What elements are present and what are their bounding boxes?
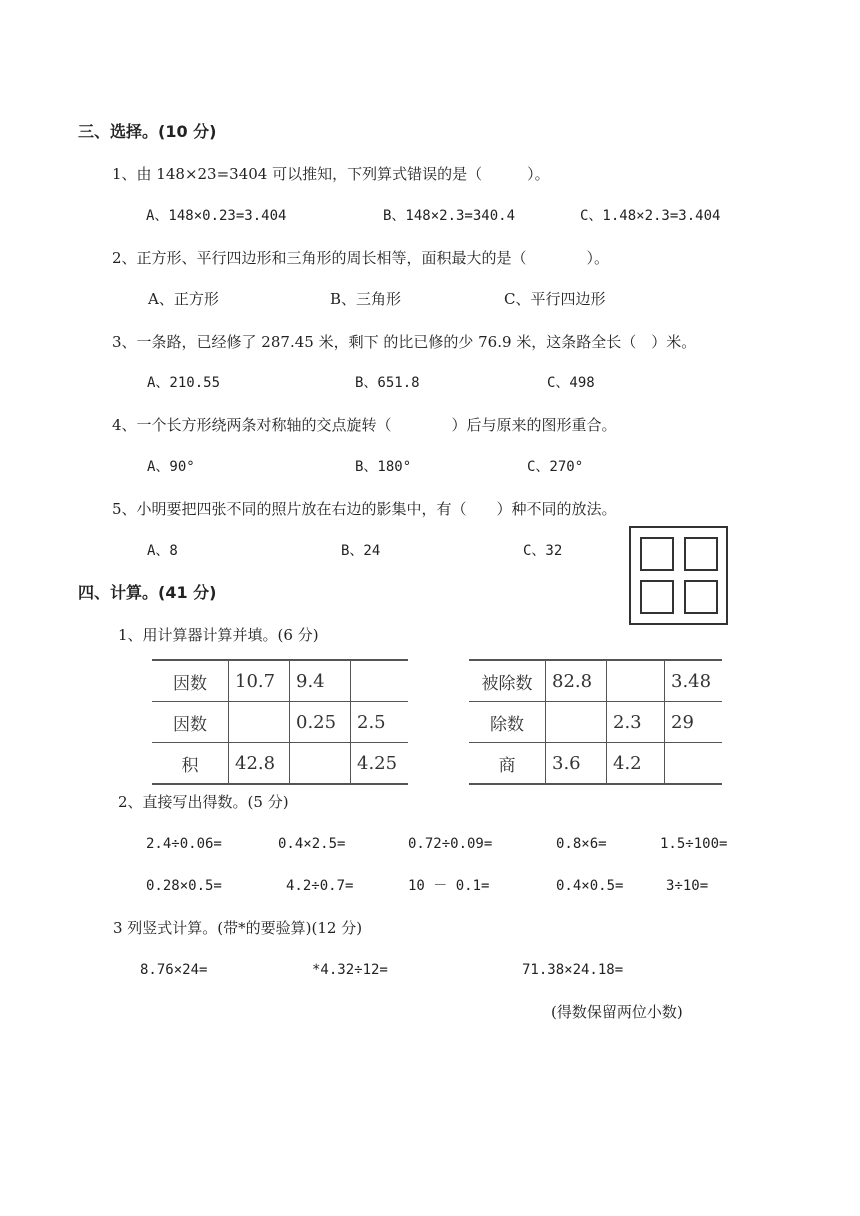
q2-option-c: C、平行四边形 [504, 290, 606, 308]
q1-option-a: A、148×0.23=3.404 [146, 208, 287, 224]
q4-option-c: C、270° [527, 459, 584, 475]
table-cell: 4.2 [607, 743, 665, 785]
table-cell [351, 660, 409, 702]
table-cell: 因数 [152, 660, 229, 702]
q5-option-b: B、24 [341, 543, 381, 559]
mental-math-item: 1.5÷100= [660, 836, 728, 852]
table-cell: 因数 [152, 702, 229, 743]
table-cell: 除数 [469, 702, 546, 743]
album-slot [684, 580, 718, 614]
table-cell: 29 [665, 702, 723, 743]
mental-math-item: 0.8×6= [556, 836, 607, 852]
sub-question-3: 3 列竖式计算。(带*的要验算)(12 分) [113, 919, 363, 937]
q4-option-b: B、180° [355, 459, 412, 475]
mental-math-item: 10 － 0.1= [408, 878, 490, 894]
table-cell: 积 [152, 743, 229, 785]
vertical-calc-item: 8.76×24= [140, 962, 208, 978]
table-cell: 被除数 [469, 660, 546, 702]
question-5: 5、小明要把四张不同的照片放在右边的影集中，有（ ）种不同的放法。 [112, 500, 617, 518]
table-row [152, 660, 408, 702]
table-row [469, 702, 722, 743]
table-row [469, 660, 722, 702]
table-row [152, 702, 408, 743]
table-cell: 3.48 [665, 660, 723, 702]
table-cell [290, 743, 351, 785]
q3-option-c: C、498 [547, 375, 595, 391]
q5-option-a: A、8 [147, 543, 178, 559]
table-cell: 82.8 [546, 660, 607, 702]
q1-option-c: C、1.48×2.3=3.404 [580, 208, 721, 224]
table-cell: 2.3 [607, 702, 665, 743]
vertical-calc-item: 71.38×24.18= [522, 962, 624, 978]
section4-title: 四、计算。(41 分) [78, 583, 217, 602]
table-cell: 9.4 [290, 660, 351, 702]
album-slot [684, 537, 718, 571]
question-1: 1、由 148×23=3404 可以推知，下列算式错误的是（ ）。 [112, 165, 550, 183]
photo-album-figure [629, 526, 728, 625]
question-2: 2、正方形、平行四边形和三角形的周长相等，面积最大的是（ ）。 [112, 249, 610, 267]
mental-math-item: 0.4×0.5= [556, 878, 624, 894]
rounding-note: (得数保留两位小数) [551, 1003, 683, 1021]
mental-math-item: 0.4×2.5= [278, 836, 346, 852]
q2-option-b: B、三角形 [330, 290, 402, 308]
table-cell [665, 743, 723, 785]
album-slot [640, 537, 674, 571]
question-3: 3、一条路，已经修了 287.45 米，剩下 的比已修的少 76.9 米，这条路全长（ ）米。 [112, 333, 697, 351]
mental-math-item: 0.28×0.5= [146, 878, 222, 894]
table-cell: 商 [469, 743, 546, 785]
vertical-calc-item: *4.32÷12= [312, 962, 388, 978]
table-cell: 4.25 [351, 743, 409, 785]
table-cell: 10.7 [229, 660, 290, 702]
sub-question-2: 2、直接写出得数。(5 分) [118, 793, 289, 811]
album-slot [640, 580, 674, 614]
table-cell: 2.5 [351, 702, 409, 743]
table-cell: 3.6 [546, 743, 607, 785]
mental-math-item: 3÷10= [666, 878, 709, 894]
table-cell: 0.25 [290, 702, 351, 743]
table-cell [607, 660, 665, 702]
mental-math-item: 0.72÷0.09= [408, 836, 493, 852]
sub-question-1: 1、用计算器计算并填。(6 分) [118, 626, 319, 644]
mental-math-item: 2.4÷0.06= [146, 836, 222, 852]
table-row [469, 743, 722, 785]
q5-option-c: C、32 [523, 543, 563, 559]
section3-title: 三、选择。(10 分) [78, 122, 217, 141]
multiplication-table [152, 659, 408, 785]
q3-option-a: A、210.55 [147, 375, 221, 391]
division-table [469, 659, 722, 785]
table-cell: 42.8 [229, 743, 290, 785]
q1-option-b: B、148×2.3=340.4 [383, 208, 516, 224]
q2-option-a: A、正方形 [148, 290, 219, 308]
q4-option-a: A、90° [147, 459, 195, 475]
question-4: 4、一个长方形绕两条对称轴的交点旋转（ ）后与原来的图形重合。 [112, 416, 617, 434]
q3-option-b: B、651.8 [355, 375, 420, 391]
table-cell [546, 702, 607, 743]
table-row [152, 743, 408, 785]
mental-math-item: 4.2÷0.7= [286, 878, 354, 894]
table-cell [229, 702, 290, 743]
